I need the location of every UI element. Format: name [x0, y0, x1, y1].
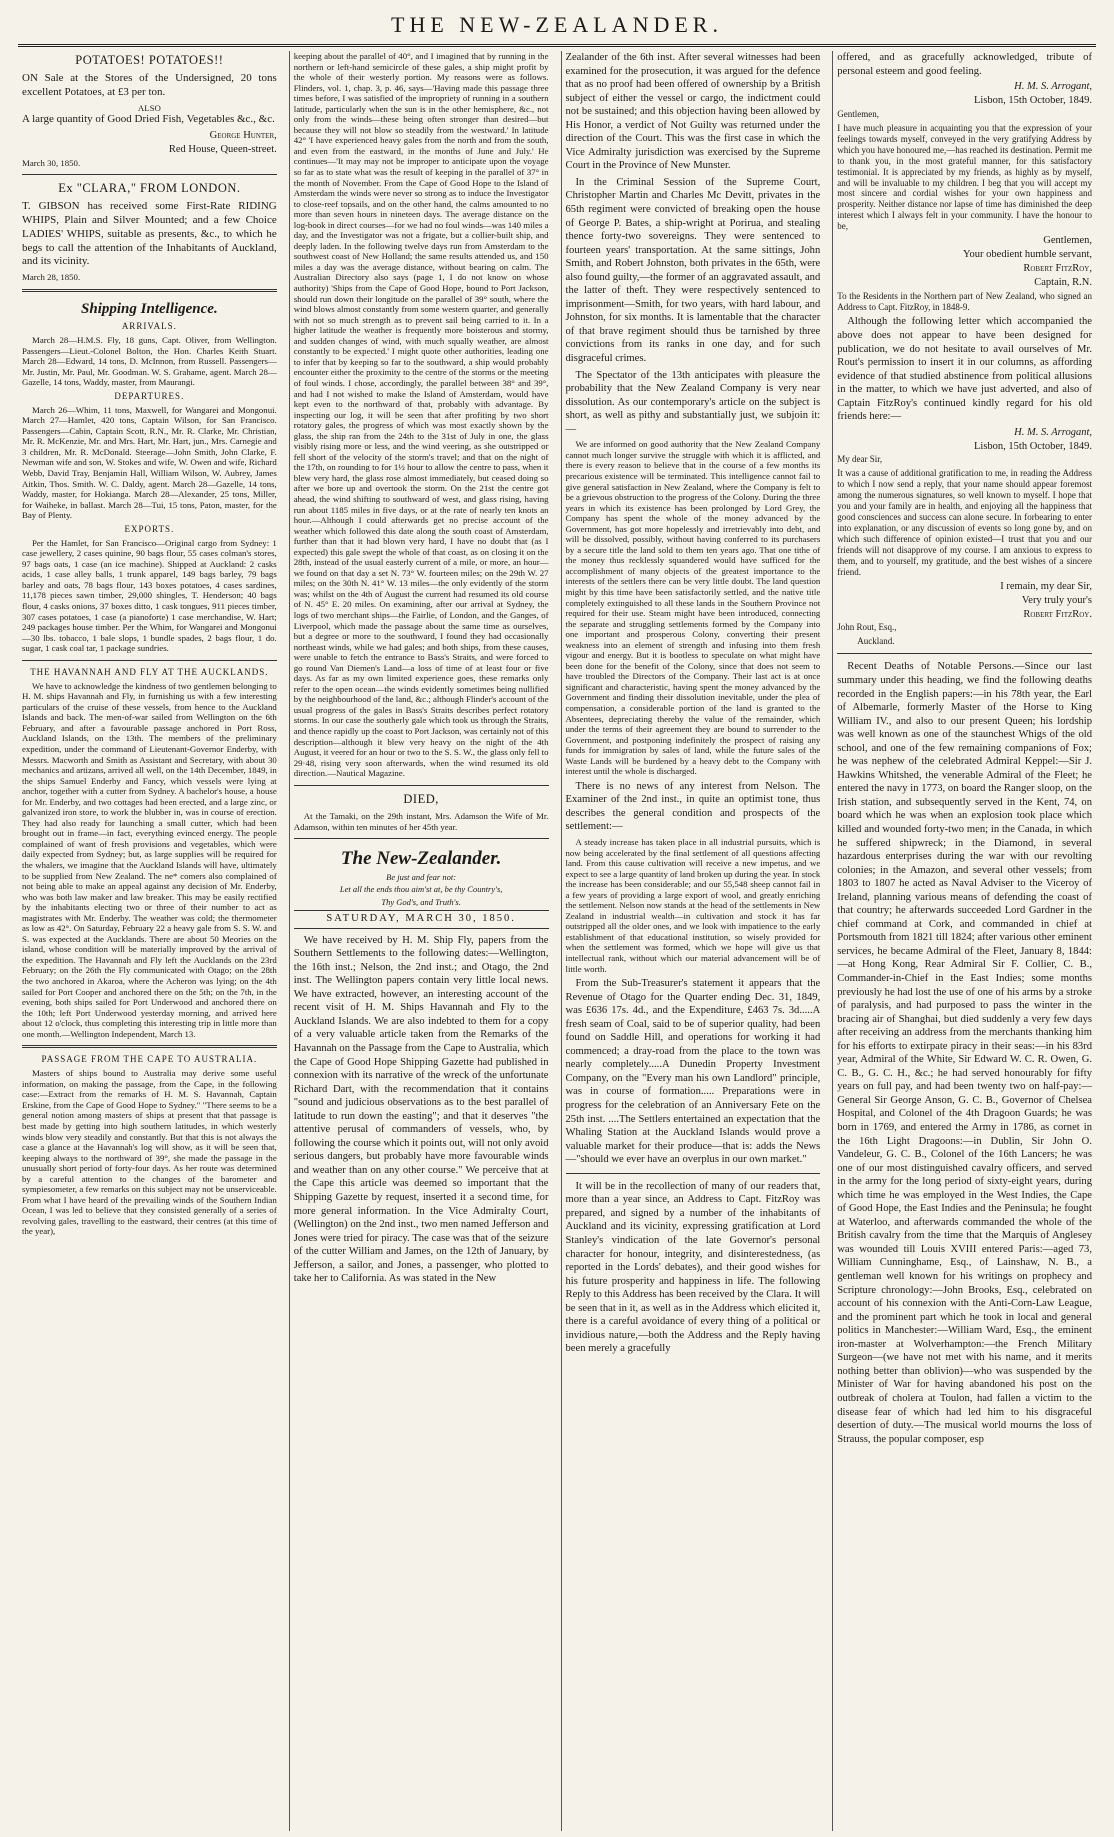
letter-2-close-2: Very truly your's: [1021, 594, 1092, 606]
fitzroy-intro-end: offered, and as gracefully acknowledged, tribute of personal esteem and good feeling.: [837, 52, 1092, 77]
criminal-session-text: In the Criminal Session of the Supreme Court, Christopher Martin and Charles Mc Devitt, privates in the 65th regiment were convicted of breaking open the house of George P. Bates, a ship-wright at Porirua, and stealing thence forty-two sovereigns. They were sentenced to fourteen years' transportation. At the same sittings, John Smith, and Robert Johnston, both privates in the 65th, were also found guilty,—the former of an aggravated assault, and the latter of theft. They were respectively sentenced to imprisonment—Smith, for two years, with hard labour, and Johnston, for six months. It is lamentable that the character of that brave regiment should thus be tarnished by three convictions from its ranks in one day, and for such disgraceful crimes.: [565, 176, 821, 365]
divider: [837, 653, 1092, 654]
cape-article-text: Masters of ships bound to Australia may derive some useful information, on making the passage, from the Cape, in the following case:—Extract from the remarks of H. M. S. Havannah, Captain Erskine, from the Cape of Good Hope to Sydney." "There seems to be a general notion among masters of ships at present that that passage is best made by getting into high southern latitudes, in which westerly winds blow very steadily and constantly. But that this is not always the case a glance at the Havannah's log will show, as it will be seen that, keeping always to the northward of 39°, she made the passage in the unusually short period of forty-four days. As her route was determined by a careful attention to the changes of the barometer and sympiesometer, a few remarks on this subject may not be unserviceable. From what I have heard of the prevailing winds of the Southern Indian Ocean, I was led to believe that they consisted generally of a series of revolving gales, travelling to the eastward, their centres (at this time of the year),: [22, 1068, 277, 1237]
notable-deaths-text: Recent Deaths of Notable Persons.—Since our last summary under this heading, we find the following deaths recorded in the English papers:—in his 78th year, the Earl of Albemarle, formerly Master of the Horse to King William IV., and also to our present Queen; his lordship was well known as one of the staunchest Whigs of the old school, and one of the few remaining companions of Fox; he was nephew of the celebrated Admiral Keppel:—Sir J. Hawkins Whitshed, the venerable Admiral of the Fleet; he entered the navy in 1773, on board the Ranger sloop, on the Irish station, and subsequently served in the Kent, 74, on board which he was when an explosion took place which killed and wounded forty-two men; in the Canada, in which he suffered shipwreck; in the Diamond, in several hazardous enterprises during the war with our revolting colonies; in the Amazon, and several other vessels; from 1803 to 1807 he acted as Naval Adviser to the Viceroy of Ireland, planning various means of defending the coast of that country; he afterwards succeeded Lord Gardner in the chief command at Cork, and commanded in chief at Portsmouth from 1821 till 1824; after various other eminent services, he became Admiral of the Fleet, January 8, 1844:—at Hong Kong, Rear Admiral Sir F. Collier, C. B., Commander-in-Chief in the East Indies; some months previously he had lost the use of one of his arms by a stroke of paralysis, and had purposed to pass the winter in the bracing air of Shanghai, but died suddenly a very few days after receiving an address from the merchants thanking him for his efforts to extirpate piracy in their seas:—in his 83rd year, Admiral of the White, Sir Edward W. C. R. Owen, G. C. B., G. C. H., &c.; he had served honourably for fifty years on full pay, and had been twenty two on half-pay:—General Sir George Anson, G. C. B., Governor of Chelsea Hospital, and Colonel of the 4th Dragoon Guards; he was born in 1769, and entered the Army in 1786, as cornet in the 16th Light Dragoons:—in Dublin, Sir John O. Vandeleur, G. C. B., Colonel of the 16th Lancers; he was one of our most distinguished cavalry officers, and served in the army for the long period of sixty-eight years, during which time he was employed in the West Indies, the Cape of Good Hope, the East Indies and the Peninsula; he fought at Waterloo, and afterwards commanded the whole of the British cavalry from the time that the Marquis of Anglesey was wounded till Louis XVIII entered Paris:—aged 73, William Cunninghame, Esq., of Lainshaw, N. B., a gentleman well known for his writings on prophecy and Scripture chronology:—John Brooks, Esq., celebrated on account of his connexion with the Anti-Corn-Law League, and the prominent part which he took in local and general politics in Manchester:—William Ward, Esq., the eminent iron-master at Wolverhampton:—the French Military Surgeon—(we have not met with his name, and it merits nothing better than oblivion)—who was suspended by the Minister of War for having abandoned his post on the outbreak of cholera at Toulon, had fallen a victim to the disease fear of which had led him to his disgraceful desertion of duty.—The musical world mourns the loss of Strauss, the popular composer, esp: [837, 661, 1092, 1445]
arrivals-text: March 28—H.M.S. Fly, 18 guns, Capt. Oliver, from Wellington. Passengers—Lieut.-Colonel Bolton, the Hon. Charles Keith Stuart. March 28—Edward, 14 tons, D. McInnon, from Russell. Passengers—Mr. Justin, Mr. Paul, Mr. Goodman. W. S. Grahame, agent. March 28—Gazelle, 14 tons, Waddy, master, from Maurangi.: [22, 335, 277, 388]
letter-2-salutation: My dear Sir,: [837, 454, 883, 465]
letter-1-body: I have much pleasure in acquainting you that the expression of your feelings towards myself, conveyed in the very gratifying Address by which you have honoured me,—has reached its destination. Permit me to thank you, in the most grateful manner, for this satisfactory testimonial. It is appreciated by my friends, as highly as by myself, and will be invaluable to my children. I beg that you will accept my most sincere and cordial wishes for your own happiness and prosperity. Neither distance nor lapse of time has diminished the deep interest which I always felt in your community. I have the honour to be,: [837, 122, 1092, 232]
divider: [22, 174, 277, 175]
letter-2-body: It was a cause of additional gratification to me, in reading the Address to which I now send a reply, that your name should appear foremost among the numerous signatures, so well known to myself. I hope that you and your family are in health, and enjoying all the happiness that good consciences and success can alone secure. In forbearing to enter into explanation, or any discussion of events so long gone by, and on which such difference of opinion existed—I trust that you and our friends will not disapprove of my course. I am anxious to express to them, and to yourself, my gratitude, and the best wishes of a sincere friend.: [837, 468, 1092, 578]
letter-2-place-date: Lisbon, 15th October, 1849.: [974, 440, 1092, 452]
potatoes-ad-address: Red House, Queen-street.: [168, 143, 277, 155]
letter-1-close-2: Your obedient humble servant,: [963, 249, 1092, 261]
column-2: [289, 51, 553, 1831]
whips-ad-date: March 28, 1850.: [22, 272, 81, 283]
letter-2-close-1: I remain, my dear Sir,: [1000, 581, 1092, 593]
column-3: [561, 51, 825, 1831]
letter-1-ship: H. M. S. Arrogant,: [1014, 81, 1092, 93]
letter-2-addressee-name: John Rout, Esq.,: [837, 622, 897, 633]
letter-1-salutation: Gentlemen,: [837, 108, 879, 119]
departures-text: March 26—Whim, 11 tons, Maxwell, for Wangarei and Mongonui. March 27—Hamlet, 420 tons, Captain Wilson, for San Francisco. Passengers—Cabin, Captain Scott, R.N., Mr. R. Clarke, Mr. Christian, Mr. R. McKenzie, Mr. and Mrs. Hart, Mr. Hart, jun., Mrs. Carnegie and 3 children, Mr. R. McDonald. Steerage—John Smith, John Clarke, F. Newman wife and son, W. Stokes and wife, W. Owen and wife, Richard Webb, David Tray, Benjamin Hall, William Wilson, W. Aubrey, James Aitkin, Thos. Smith. W. C. Daldy, agent. March 28—Gazelle, 14 tons, Waddy, master, for Hokianga. March 28—Alexander, 25 tons, Miller, for Waiheke, in ballast. March 28—Tui, 15 tons, Paton, master, for the Bay of Plenty.: [22, 404, 277, 521]
letter-2-signature: Robert FitzRoy.: [1023, 608, 1092, 620]
died-title: DIED,: [403, 791, 439, 806]
column-4: [832, 51, 1096, 1831]
potatoes-ad-also: ALSO: [137, 102, 161, 113]
letter-2-ship: H. M. S. Arrogant,: [1014, 426, 1092, 438]
divider: [566, 1173, 821, 1174]
letter-1-rank: Captain, R.N.: [1034, 276, 1092, 288]
potatoes-ad-title: POTATOES! POTATOES!!: [75, 53, 224, 67]
newspaper-page: [18, 10, 1096, 1828]
havannah-article-text: We have to acknowledge the kindness of two gentlemen belonging to H. M. ships Havannah and Fly, in furnishing us with a few interesting particulars of the cruise of these vessels, from hence to the Auckland Islands and back. The men-of-war sailed from Wellington on the 6th February, and after a favourable passage anchored in Port Ross, Auckland Islands, on the 13th. The members of the preliminary expedition, under the command of Lieutenant-Governor Enderby, with Messrs. Macworth and Smith as Assistant and Secretary, with about 30 mechanics and artizans, arrived all well, on the 14th December, 1849, in the ships Samuel Enderby and Fancy, which vessels were lying at anchor, together with a cutter from Sydney. A bachelor's house, a house for Mr. Enderby, and two cottages had been erected, and a large zinc, or galvanized iron store, to work the blubber in, was in course of erection. They had also ready for launching a small cutter, which had been brought out in frame—in fact, everything evinced energy. The people complained of want of fresh provisions and vegetables, which were daily expected from Sydney; but, as large supplies will be required for the whalers, we imagine that the Auckland Islands will have, ultimately to be supplied from New Zealand. The ne* comers also complained of not being able to make an appeal against any decision of Mr. Enderby, who was both law maker and law breaker. This may be easily rectified by the inhabitants electing two or three of their number to act as magistrates with Mr. Enderby. The weather was cold; the thermometer as low as 42°. On Saturday, February 22 a heavy gale from S. S. W. and S. was expected at the Aucklands. There are about 50 Meories on the island, whose condition will be materially improved by the arrival of the expedition. The Havannah and Fly left the Aucklands on the 23rd February; on the 26th the Fly communicated with Otago; on the 28th the two anchored in Akaroa, where the Acheron was lying; on the 4th sailed for Port Cooper and anchored there on the 5th; on the 7th, in the evening, both ships sailed for Port Underwood and anchored there on the 10th; left Port Underwood yesterday morning, and arrived here about 12 o'clock, thus completing this interesting trip in little more than one month.—Wellington Independent, March 13.: [22, 680, 277, 1039]
shipping-intelligence-title: Shipping Intelligence.: [81, 300, 218, 317]
whips-ad-title: Ex "CLARA," FROM LONDON.: [58, 181, 241, 196]
motto-line-1: Be just and fear not:: [386, 872, 457, 883]
died-notice: At the Tamaki, on the 29th instant, Mrs. Adamson the Wife of Mr. Adamson, within ten minutes of her 45th year.: [293, 810, 549, 832]
paper-name-heading: The New-Zealander.: [340, 848, 502, 870]
exports-title: EXPORTS.: [124, 523, 175, 534]
spectator-quote: We are informed on good authority that the New Zealand Company cannot much longer survive the struggle with which it is afflicted, and there is every reason to believe that in the course of a few months its precarious existence will be terminated. This intelligence cannot fail to give general satisfaction in New Zealand, where the Company is felt to be a grievous obstruction to the progress of the Colony. During the three years in which its existence has been prolonged by Lord Grey, the Company has spent the whole of the money advanced by the Government, has got more hopelessly and irretrievably into debt, and will be dissolved, possibly, without having conferred to its purchasers by a secure title the land sold to them ten years ago. That one tithe of the money thus recklessly squandered would have sufficed for the accomplishment of many objects of the greatest importance to the interests of the settlers there can be very little doubt. The land question might by this time have been satisfactorily settled, and the native title completely extinguished to all these lands in the Southern Province not required for their use. Steam might have been introduced, connecting the separate and struggling settlements formed by the Company into one important and prosperous Colony, converting their present weakness into an element of strength and infusing into them fresh vigour and energy. But it is bootless to speculate on what might have been done for the benefit of the Colony, since that does not seem to have troubled the Directors of the Company. Their last act is at once significant and characteristic, having spent the money advanced by the Government and finding their dissolution inevitable, under the plea of compensation, a considerable portion of the land is granted to the Absentees, depreciating thereby the value of the remainder, which under the terms of their agreement they are bound to surrender to the Government, and postponing indefinitely the prospect of raising any funds for immigration by sales of land, while the future sales of the Waste Lands will be burdened by a heavy debt to the Company with interest until the whole is discharged.: [565, 439, 821, 777]
divider: [22, 289, 277, 292]
letter-1-close-1: Gentlemen,: [1043, 235, 1092, 247]
issue-dateline: SATURDAY, MARCH 30, 1850.: [294, 910, 549, 929]
potatoes-ad-body2: A large quantity of Good Dried Fish, Vegetables &c., &c.: [22, 113, 275, 126]
exports-text: Per the Hamlet, for San Francisco—Original cargo from Sydney: 1 case jewellery, 2 cases quinine, 90 bags flour, 55 cases colman's stores, 97 bags oats, 1 case (an ice machine). Shipped at Auckland: 2 casks acids, 1 case alley balls, 1 trunk apparel, 149 bags barley, 79 bags barley and oats, 78 bags flour, 143 boxes potatoes, 4 cases sardines, 11,178 pieces sawn timber, 29,000 shingles, T. Henderson; 40 bags flour, 4 casks onions, 37 boxes ditto, 1 cask tongues, 911 pieces timber, 307 cases potatoes, 1 case (a pianoforte) 1 case merchandise, W. Hart; 249 packages house timber. Per the Whim, for Wangarei and Mongonui—30 lbs. tobacco, 1 bale slops, 1 bundle spades, 2 bags flour, 1 do. sugar, 1 cask coal tar, 1 package sundries.: [22, 537, 277, 654]
otago-text: From the Sub-Treasurer's statement it appears that the Revenue of Otago for the Quarter ending Dec. 31, 1849, was £636 17s. 4d., and the Expenditure, £463 7s. 3d.....A fresh seam of Coal, said to be of superior quality, had been found on Saddle Hill, and operations for working it had commenced; a dray-road from the place to the town was nearly completely.....A Dunedin Property Investment Company, on the "Every man his own Landlord" principle, was in course of formation..... Preparations were in progress for the celebration of an Anniversary Fete on the 25th inst. ....The Settlers entertained an expectation that the Whaling Station at the Auckland Islands would prove a valuable market for their produce—that is: adds the News—"should we ever have an overplus in our own market.": [565, 978, 821, 1166]
letter-1-signature: Robert FitzRoy,: [1023, 262, 1092, 274]
arrivals-title: ARRIVALS.: [121, 321, 177, 332]
motto-line-2: Let all the ends thou aim'st at, be thy Country's,: [339, 884, 503, 895]
fitzroy-letter-1: [837, 81, 1092, 312]
letter-1-addressee: To the Residents in the Northern part of New Zealand, who signed an Address to Capt. FitzRoy, in 1848-9.: [837, 290, 1092, 312]
columns: [18, 51, 1096, 1831]
fitzroy-address-text: It will be in the recollection of many of our readers that, more than a year since, an Address to Capt. FitzRoy was prepared, and signed by a number of the inhabitants of Auckland and its vicinity, expressing gratification at Lord Stanley's vindication of the late Governor's personal character for honour, integrity, and disinterestedness, (as reported in the Lords' debates), and their good wishes for his future prosperity and happiness in life. The following Reply to this Address has been received by the Clara. It will be seen that in it, as well as in the Address which elicited it, there is a careful avoidance of every thing of a political or invidious nature,—both the Address and the Reply having been merely a gracefully: [565, 1180, 821, 1355]
potatoes-ad-body: ON Sale at the Stores of the Undersigned, 20 tons excellent Potatoes, at £3 per ton.: [22, 72, 277, 98]
whips-ad-body: T. GIBSON has received some First-Rate RIDING WHIPS, Plain and Silver Mounted; and a few Choice LADIES' WHIPS, suitable as presents, &c., to which he begs to call the attention of the Inhabitants of Auckland, and its vicinity.: [22, 200, 277, 268]
editorial-text: We have received by H. M. Ship Fly, papers from the Southern Settlements to the following dates:—Wellington, the 16th inst.; Nelson, the 2nd inst.; and Otago, the 2nd inst. The Wellington papers contain very little local news. We have extracted, however, an interesting account of the recent visit of H. M. Ships Havannah and Fly to the Auckland Islands. We are also indebted to them for a copy of a very valuable article taken from the Remarks of the Havannah on the Passage from the Cape to Australia, which the Cape of Good Hope Shipping Gazette had published in connexion with its narrative of the wreck of the unfortunate Richard Dart, with the recommendation that it contains "sound and judicious observations as to the best parallel of latitude to run down the easting"; and that it deserves "the attentive perusal of commanders of vessels, who, by following the course which it points out, will not only avoid serious dangers, but probably have more favourable winds and weather than on any other course." We perceive that at the Cape this article was deemed so important that the Shipping Gazette by request, inserted it a second time, for more general information. In the Vice Admiralty Court, (Wellington) on the 2nd inst., two men named Jefferson and Jones were tried for piracy. The case was that of the seizure of the cutter William and James, on the 12th of January, by Jefferson, a sailor, and Jones, a passenger, who plotted to take her to California. As was stated in the New: [293, 934, 549, 1285]
divider: [22, 660, 277, 661]
potatoes-ad-date: March 30, 1850.: [22, 157, 81, 168]
havannah-article-title: THE HAVANNAH AND FLY AT THE AUCKLANDS.: [30, 666, 269, 677]
examiner-quote: A steady increase has taken place in all industrial pursuits, which is now being accelerated by the final settlement of all questions affecting land. From this cause cultivation will receive a new impetus, and we expect to see a large quantity of land broken up during the year. In stock the increase has been considerable; and our 55,548 sheep cannot fail in a few years of providing a large export of wool, and greatly enriching the settlement. Nelson now stands at the head of the settlements in New Zealand in industrial wealth—in cultivation and stock it has far outstripped all the older ones, and we look with impatience to the early establishment of that educational institution, so wisely provided for when the settlement was formed, which we hope will give us that intellectual rank, without which our material advancement will be of little worth.: [565, 837, 821, 974]
departures-title: DEPARTURES.: [114, 390, 185, 401]
cape-article-title: PASSAGE FROM THE CAPE TO AUSTRALIA.: [41, 1054, 258, 1065]
fitzroy-letter-2: [837, 427, 1092, 648]
nelson-intro: There is no news of any interest from Nelson. The Examiner of the 2nd inst., in quite an optimist tone, thus describes the general condition and prospects of the settlement:—: [565, 780, 821, 833]
letter-1-place-date: Lisbon, 15th October, 1849.: [974, 94, 1092, 106]
column-1: [18, 51, 281, 1831]
divider: [294, 838, 549, 839]
divider: [294, 785, 549, 786]
masthead: THE NEW-ZEALANDER.: [18, 10, 1096, 47]
motto-line-3: Thy God's, and Truth's.: [381, 896, 461, 907]
letter-2-addressee-place: Auckland.: [857, 636, 895, 647]
potatoes-ad-signature: George Hunter,: [209, 130, 277, 142]
divider: [22, 1045, 277, 1048]
second-letter-intro: Although the following letter which accompanied the above does not appear to have been designed for publication, we do not hesitate to avail ourselves of Mr. Rout's permission to insert it in our columns, as affording evidence of that studied abstinence from political allusions in the matter, to which we have just adverted, and also of Captain FitzRoy's continued kindly regard for his old friends here:—: [837, 316, 1092, 423]
cape-article-continued: keeping about the parallel of 40°, and I imagined that by running in the northern or left-hand semicircle of these gales, a ship might profit by the whole of their westerly portion. My reasons were as follows. Flinders, vol. 1, chap. 3, p. 46, says—'Having made this passage three times before, I was satisfied of the impropriety of running in a southern latitude, particularly when the sun is in the other hemisphere, &c., not only from the winds—these being often stronger than desired—but because they will not blow so steadily from the westward.' In latitude 42° 'I have experienced heavy gales from the north and from the south, and even from the eastward, in the months of June and July.' He continues—'It may may not be improper to anticipate upon the voyage so far as to state what was the result of keeping in the parallel of 37° in the month of November. From the Cape of Good Hope to the Island of Amsterdam the winds were never so strong as to induce the Investigator to close-reef topsails, and on the other hand, the calms amounted to no more than seven hours in nineteen days. The average distance on the log-book in direct courses—for we had no foul winds—was 140 miles a day, and the Investigator was not a frigate, but a collier-built ship, and deeply laden. In the following twelve days run from Amsterdam to the southwest coast of New Holland; the same results attended us, and 150 miles a day was the average distance, without bearing on calm. The Australian Directory also says (page 1, I do not know on whose authority) 'Ships from the Cape of Good Hope, bound to Port Jackson, should run down their longitude on the parallel of 39° south, where the wind blows almost constantly from some western quarter, and generally with not so much strength as to prevent sail being carried to it. In a higher latitude the weather is frequently more boisterous and stormy, and sudden changes of wind, with much squally weather, are almost constantly to be expected.' I might quote other authorities, leading one to infer that by keeping so far to the southward, a ship would probably encounter either the proximity to the centre of the storms or the meeting of foul winds. I chose, accordingly, the parallel between 38° and 39°, and had I not wished to make the Island of Amsterdam, would have kept even to the northward of that, probably with advantage. By inspecting our log, it will be seen that after profiting by two short rotatory gales, the progress of which was most exactly shown by the glass, the ship ran from the 24th to the 31st of July in one, the glass visibly rising more or less, and the wind veering, as she outstripped or fell short of the velocity of the storm's travel; and that on the night of the 17th, on rounding to for 1½ hour to allow the centre to pass, when it blew very hard, the glass rose almost immediately, but ceased doing so after we bore up and overtook the storm. On the 21st the centre got ahead, the wind shifting to southward of west, and glass rising, having run about 1185 miles in five days, or at the rate of nearly ten knots an hour.—Although I could afterwards get no precise account of the weather which followed this date along the south coast of Amsterdam, further than that it had blown very hard, I have no doubt that (as I expected) this gale swept the whole of that coast, as on closing it on the 28th, instead of the usual easterly current of a mile, or more, an hour—we found on that day a set N. 73° W. fourteen miles; on the 29th W. 27 miles; on the 30th N. 41° W. 13 miles—the only evidently of the storm was; whilst on the 4th of August the current had resumed its old course of N. 45° E. 20 miles. On examining, after our arrival at Sydney, the logs of two merchant ships—the Fairlie, of London, and the Ganges, of Liverpool, which made the passage about the same time as ourselves, but a degree or more to the southward, I found they had occasionally northeast winds, while we had gales; and both ships, from these causes, were unable to fetch the entrance to Bass's Straits, and were forced to go round Van Diemen's Land—a loss of time of at least four or five days. As far as my own limited experience goes, these remarks only refer to the open ocean—the winds evidently sometimes being nullified by the neighbourhood of the land, &c.; although Flinder's account of the usual progress of the gales in Bass's Straits describes perfect rotatory storms. In our case the southerly gale which took us through the Straits, and thence rapidly up the coast to Port Jackson, was certainly not of this description—although it blew very heavy on the night of the 4th August, it veered for an hour or two to the S. S. W., the glass only fell to 29·48, rising very soon afterwards, when the wind resumed its old direction.—Nautical Magazine.: [293, 51, 549, 779]
spectator-intro: The Spectator of the 13th anticipates with pleasure the probability that the New Zealand Company is very near dissolution. As our contemporary's article on the subject is short, as well as pithy and substantially just, we subjoin it:—: [565, 369, 821, 435]
piracy-case-text: Zealander of the 6th inst. After several witnesses had been examined for the prosecution, it was argued for the defence that as no proof had been offered of ownership by a British subject of either the vessel or cargo, the indictment could not be sustained; and this objection having been allowed by His Honor, a verdict of Not Guilty was returned under the direction of the Court. This was the first case in which the Vice Admiralty jurisdiction was exercised by the Supreme Court in the Province of New Munster.: [565, 52, 821, 172]
